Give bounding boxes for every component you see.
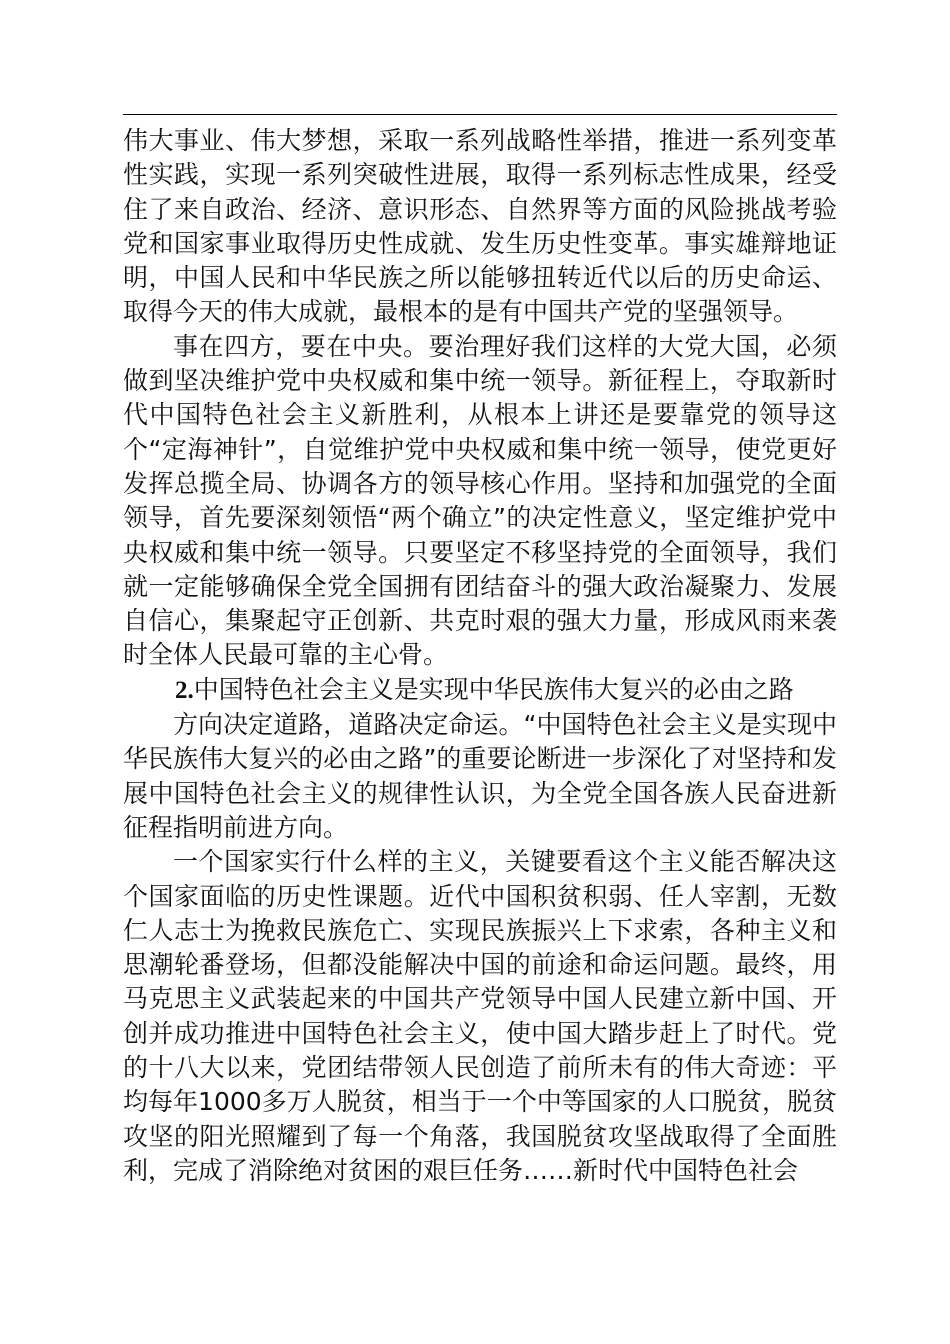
document-body (123, 124, 837, 1188)
header-rule (123, 114, 837, 115)
section-heading (123, 673, 837, 708)
paragraph-2: 事在四方，要在中央。要治理好我们这样的大党大国，必须做到坚决维护党中央权威和集中统一领导。新征程上，夺取新时代中国特色社会主义新胜利，从根本上讲还是要靠党的领导这个“定海神针”，自觉维护党中央权威和集中统一领导，使党更好发挥总揽全局、协调各方的领导核心作用。坚持和加强党的全面领导，首先要深刻领悟“两个确立”的决定性意义，坚定维护党中央权威和集中统一领导。只要坚定不移坚持党的全面领导，我们就一定能够确保全党全国拥有团结奋斗的强大政治凝聚力、发展自信心，集聚起守正创新、共克时艰的强大力量，形成风雨来袭时全体人民最可靠的主心骨。 (123, 331, 837, 670)
paragraph-1: 伟大事业、伟大梦想，采取一系列战略性举措，推进一系列变革性实践，实现一系列突破性进展，取得一系列标志性成果，经受住了来自政治、经济、意识形态、自然界等方面的风险挑战考验党和国家事业取得历史性成就、发生历史性变革。事实雄辩地证明，中国人民和中华民族之所以能够扭转近代以后的历史命运、取得今天的伟大成就，最根本的是有中国共产党的坚强领导。 (123, 126, 837, 327)
paragraph-3: 方向决定道路，道路决定命运。“中国特色社会主义是实现中华民族伟大复兴的必由之路”的重要论断进一步深化了对坚持和发展中国特色社会主义的规律性认识，为全党全国各族人民奋进新征程指明前进方向。 (123, 710, 837, 842)
section-heading-number: 2. (175, 676, 194, 704)
paragraph-4: 一个国家实行什么样的主义，关键要看这个主义能否解决这个国家面临的历史性课题。近代中国积贫积弱、任人宰割，无数仁人志士为挽救民族危亡、实现民族振兴上下求索，各种主义和思潮轮番登场，但都没能解决中国的前途和命运问题。最终，用马克思主义武装起来的中国共产党领导中国人民建立新中国、开创并成功推进中国特色社会主义，使中国大踏步赶上了时代。党的十八大以来，党团结带领人民创造了前所未有的伟大奇迹：平均每年1000多万人脱贫，相当于一个中等国家的人口脱贫，脱贫攻坚的阳光照耀到了每一个角落，我国脱贫攻坚战取得了全面胜利，完成了消除绝对贫困的艰巨任务……新时代中国特色社会 (123, 847, 837, 1185)
section-heading-title: 中国特色社会主义是实现中华民族伟大复兴的必由之路 (193, 674, 794, 704)
